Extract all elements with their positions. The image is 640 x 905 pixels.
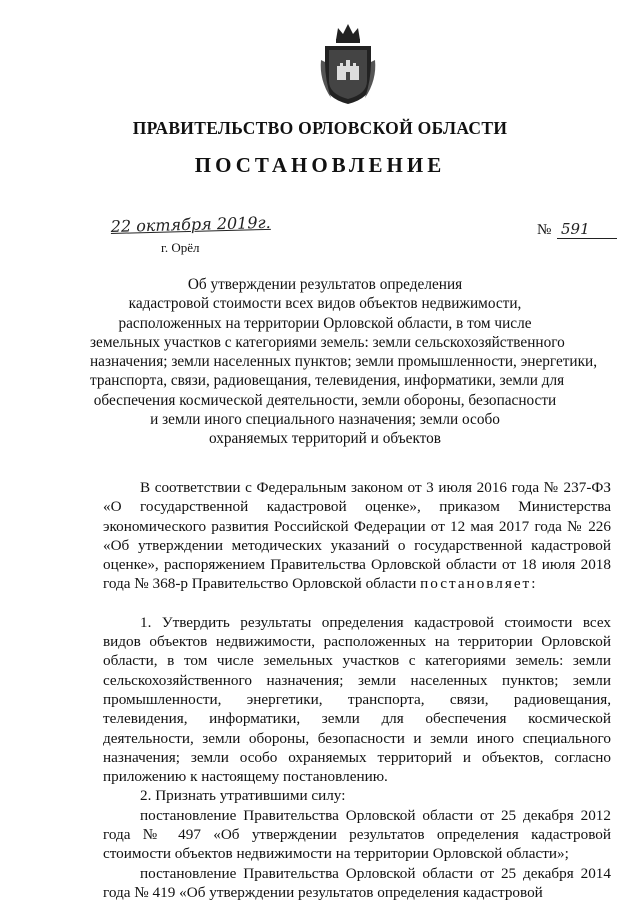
item-1-paragraph: 1. Утвердить результаты определения кадастровой стоимости всех видов объектов недвижимости, расположенных на территории Орловской области, в том числе земельных участков с категориями земель: земли сельскохозяйственного назначения; земли населенных пунктов; земли промышленности, энергетики, транспорта, связи, радиовещания, телевидения, информатики, земли для обеспечения космической деятельности, земли обороны, безопасности и земли иного специального назначения; земли особо охраняемых территорий и объектов, согласно приложению к настоящему постановлению. xyxy=(103,613,611,786)
preamble-verb: постановляет: xyxy=(420,575,538,593)
title-line: земельных участков с категориями земель: земли сельскохозяйственного xyxy=(90,333,565,351)
number-label: № xyxy=(537,222,552,238)
title-line: и земли иного специального назначения; земли особо xyxy=(150,411,500,429)
title-line: транспорта, связи, радиовещания, телевидения, информатики, земли для xyxy=(90,372,565,390)
item-2-subitem: постановление Правительства Орловской области от 25 декабря 2014 года № 419 «Об утверждении результатов определения кадастровой xyxy=(103,864,611,901)
title-line: Об утверждении результатов определения xyxy=(187,276,463,293)
item-2-paragraph: 2. Признать утратившими силу: xyxy=(140,787,346,805)
document-body xyxy=(103,478,611,902)
emblem-graphic xyxy=(319,20,377,106)
document-date: 22 октября 2019г. xyxy=(110,212,271,236)
city: г. Орёл xyxy=(161,240,200,255)
title-line: назначения; земли населенных пунктов; земли промышленности, энергетики, xyxy=(90,353,598,371)
government-name: ПРАВИТЕЛЬСТВО ОРЛОВСКОЙ ОБЛАСТИ xyxy=(132,118,508,138)
item-2-subitem: постановление Правительства Орловской области от 25 декабря 2012 года № 497 «Об утверждении результатов определения кадастровой стоимости объектов недвижимости на территории Орловской области»; xyxy=(103,806,611,863)
title-line: расположенных на территории Орловской области, в том числе xyxy=(118,314,532,332)
title-line: охраняемых территорий и объектов xyxy=(208,430,442,448)
preamble-text: В соответствии с Федеральным законом от 3 июля 2016 года № 237-ФЗ «О государственной кадастровой оценке», приказом Министерства экономического развития Российской Федерации от 12 мая 2017 года № 226 «Об утверждении методических указаний о государственной кадастровой оценке», распоряжением Правительства Орловской области от 18 июля 2018 года № 368-р Правительство Орловской области xyxy=(103,479,611,593)
document-title xyxy=(90,275,598,449)
coat-of-arms-emblem xyxy=(319,20,377,106)
title-line: кадастровой стоимости всех видов объектов недвижимости, xyxy=(128,295,522,313)
title-line: обеспечения космической деятельности, земли обороны, безопасности xyxy=(93,391,557,409)
document-number: 591 xyxy=(557,220,617,239)
document-type: ПОСТАНОВЛЕНИЕ xyxy=(194,153,446,177)
preamble-paragraph xyxy=(103,478,611,594)
